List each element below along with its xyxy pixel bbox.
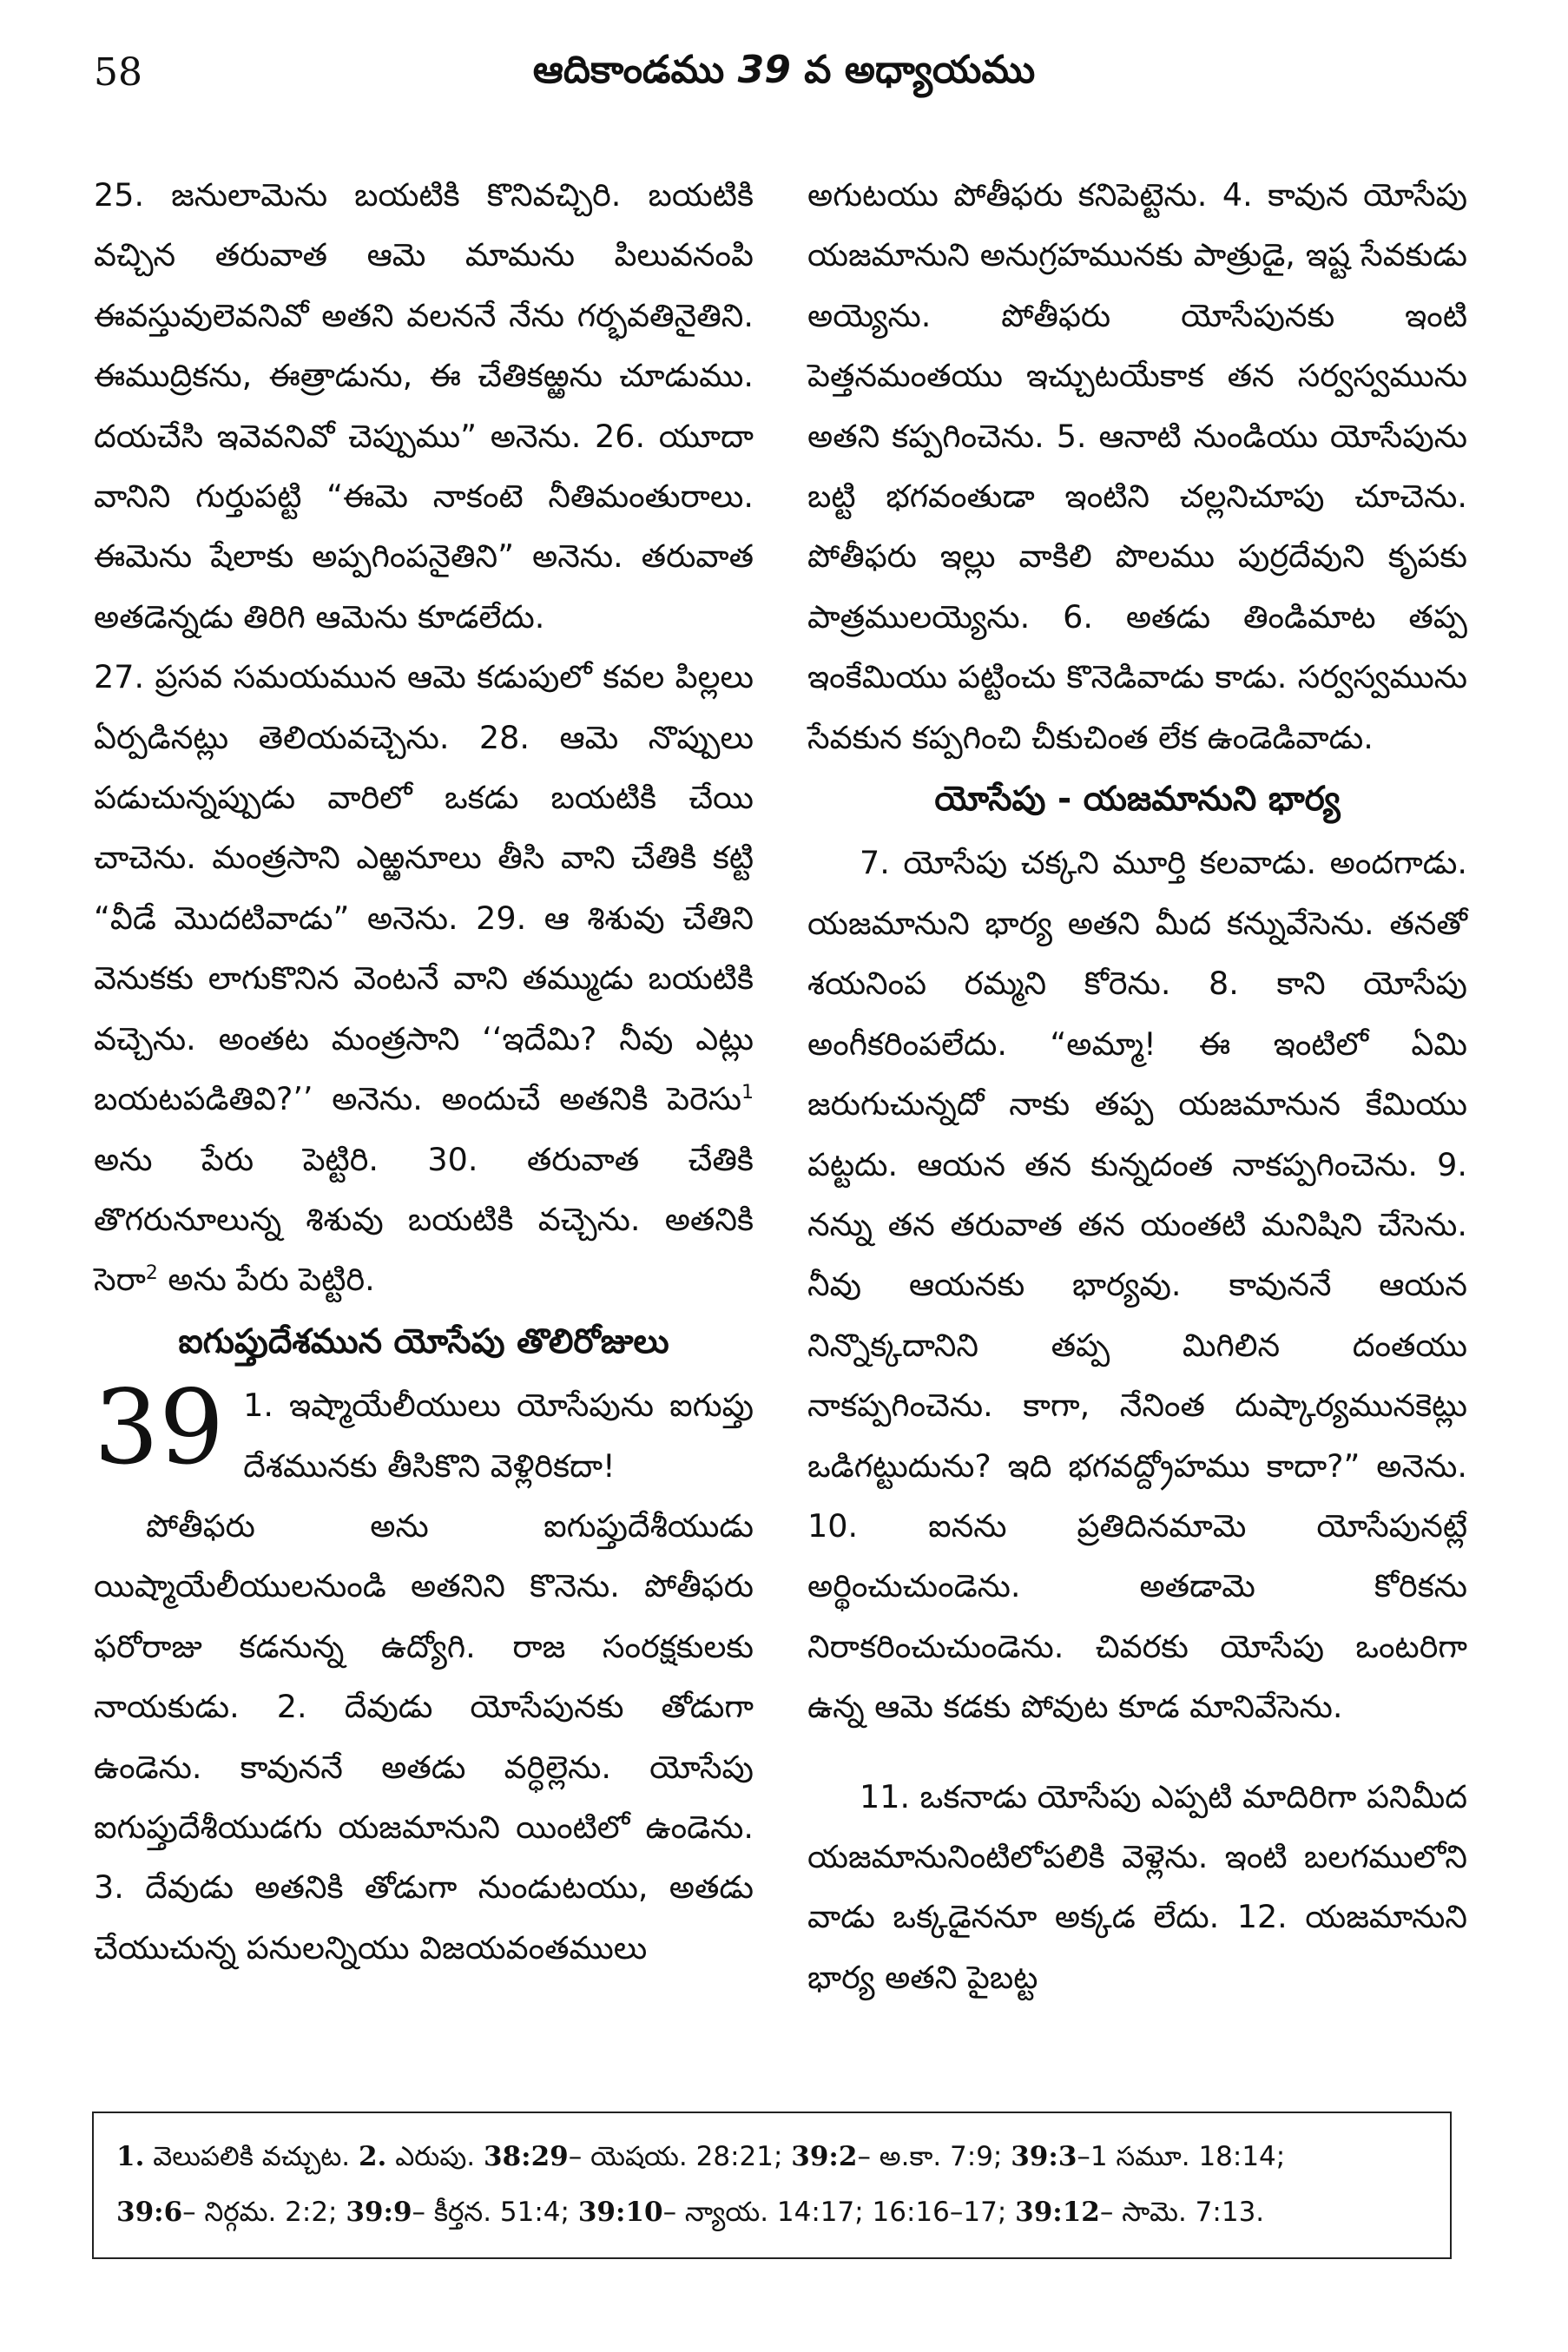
right-column bbox=[807, 165, 1467, 2007]
cross-ref: 38:29 bbox=[484, 2141, 569, 2172]
text-run: అను పేరు పెట్టిరి. bbox=[157, 1261, 375, 1299]
footnote-text: – న్యాయ. 14:17; 16:16–17; bbox=[662, 2197, 1016, 2228]
paragraph: 11. ఒకనాడు యోసేపు ఎప్పటి మాదిరిగా పనిమీద యజమానునింటిలోపలికి వెళ్లెను. ఇంటి బలగములోని వాడు ఒక్కడైననూ అక్కడ లేదు. 12. యజమానుని భార్య అతని పైబట్ట bbox=[807, 1777, 1467, 1996]
section-heading: యోసేపు - యజమానుని భార్య bbox=[934, 780, 1341, 820]
footnote-number: 1. bbox=[116, 2141, 145, 2172]
footnote-marker: 2 bbox=[145, 1262, 158, 1285]
footnote-text: – అ.కా. 7:9; bbox=[857, 2141, 1011, 2172]
paragraph: అగుటయు పోతీఫరు కనిపెట్టెను. 4. కావున యోసేపు యజమానుని అనుగ్రహమునకు పాత్రుడై, ఇష్ట సేవకుడు అయ్యెను. పోతీఫరు యోసేపునకు ఇంటి పెత్తనమంతయు ఇచ్చుటయేకాక తన సర్వస్వమును అతని కప్పగించెను. 5. ఆనాటి నుండియు యోసేపును బట్టి భగవంతుడా ఇంటిని చల్లనిచూపు చూచెను. పోతీఫరు ఇల్లు వాకిలి పొలము పుర్రదేవుని కృపకు పాత్రములయ్యెను. 6. అతడు తిండిమాట తప్ప ఇంకేమియు పట్టించు కొనెడివాడు కాడు. సర్వస్వమును సేవకున కప్పగించి చీకుచింత లేక ఉండెడివాడు. bbox=[807, 176, 1467, 756]
spacer bbox=[807, 1737, 1467, 1767]
book-title: ఆదికాండము bbox=[532, 48, 725, 92]
cross-ref: 39:2 bbox=[791, 2141, 858, 2172]
footnote-line bbox=[116, 2184, 1427, 2240]
footnote-text: –1 సమూ. 18:14; bbox=[1077, 2141, 1286, 2172]
page-number: 58 bbox=[94, 50, 142, 95]
paragraph: 7. యోసేపు చక్కని మూర్తి కలవాడు. అందగాడు. యజమానుని భార్య అతని మీద కన్నువేసెను. తనతో శయనింప రమ్మని కోరెను. 8. కాని యోసేపు అంగీకరింపలేదు. “అమ్మా! ఈ ఇంటిలో ఏమి జరుగుచున్నదో నాకు తప్ప యజమానున కేమియు పట్టదు. ఆయన తన కున్నదంత నాకప్పగించెను. 9. నన్ను తన తరువాత తన యంతటి మనిషిని చేసెను. నీవు ఆయనకు భార్యవు. కావుననే ఆయన నిన్నొక్కదానిని తప్ప మిగిలిన దంతయు నాకప్పగించెను. కాగా, నేనింత దుష్కార్యమునకెట్లు ఒడిగట్టుదును? ఇది భగవద్ద్రోహము కాదా?” అనెను. 10. ఐనను ప్రతిదినమామె యోసేపునట్లే అర్థించుచుండెను. అతడామె కోరికను నిరాకరించుచుండెను. చివరకు యోసేపు ఒంటరిగా ఉన్న ఆమె కడకు పోవుట కూడ మానివేసెను. bbox=[807, 844, 1467, 1726]
section-heading: ఐగుప్తుదేశమున యోసేపు తొలిరోజులు bbox=[178, 1321, 669, 1361]
chapter-drop-number: 39 bbox=[94, 1367, 225, 1488]
footnote-text: ఎరుపు. bbox=[386, 2141, 484, 2172]
chapter-ref-number: 39 bbox=[737, 48, 791, 92]
footnote-text: – సామె. 7:13. bbox=[1099, 2197, 1265, 2228]
paragraph: 25. జనులామెను బయటికి కొనివచ్చిరి. బయటికి వచ్చిన తరువాత ఆమె మామను పిలువనంపి ఈవస్తువులెవనివో అతని వలననే నేను గర్భవతినైతిని. ఈముద్రికను, ఈత్రాడును, ఈ చేతికఱ్ఱను చూడుము. దయచేసి ఇవెవనివో చెప్పుము” అనెను. 26. యూదా వానిని గుర్తుపట్టి “ఈమె నాకంటె నీతిమంతురాలు. ఈమెను షేలాకు అప్పగింపనైతిని” అనెను. తరువాత అతడెన్నడు తిరిగి ఆమెను కూడలేదు. bbox=[94, 176, 754, 636]
footnote-number: 2. bbox=[358, 2141, 387, 2172]
footnote-text: – కీర్తన. 51:4; bbox=[412, 2197, 578, 2228]
cross-ref: 39:10 bbox=[577, 2197, 663, 2228]
cross-ref: 39:9 bbox=[346, 2197, 412, 2228]
cross-ref: 39:6 bbox=[116, 2197, 183, 2228]
text-run: 27. ప్రసవ సమయమున ఆమె కడుపులో కవల పిల్లలు ఏర్పడినట్లు తెలియవచ్చెను. 28. ఆమె నొప్పులు పడుచున్నప్పుడు వారిలో ఒకడు బయటికి చేయి చాచెను. మంత్రసాని ఎఱ్ఱనూలు తీసి వాని చేతికి కట్టి “వీడే మొదటివాడు” అనెను. 29. ఆ శిశువు చేతిని వెనుకకు లాగుకొనిన వెంటనే వాని తమ్ముడు బయటికి వచ్చెను. అంతట మంత్రసాని ‘‘ఇదేమి? నీవు ఎట్లు బయటపడితివి?’’ అనెను. అందుచే అతనికి పెరెసు bbox=[94, 658, 754, 1118]
paragraph bbox=[94, 1367, 754, 1496]
footnote-text: వెలుపలికి వచ్చుట. bbox=[144, 2141, 359, 2172]
text-run: 1. ఇష్మాయేలీయులు యోసేపును ఐగుప్తు దేశమునకు తీసికొని వెళ్లిరికదా! bbox=[243, 1387, 754, 1485]
footnote-box bbox=[92, 2112, 1452, 2259]
footnote-line bbox=[116, 2129, 1427, 2184]
running-header bbox=[0, 48, 1568, 102]
text-run: అను పేరు పెట్టిరి. 30. తరువాత చేతికి తొగరునూలున్న శిశువు బయటికి వచ్చెను. అతనికి సెరా bbox=[94, 1140, 754, 1299]
paragraph bbox=[94, 647, 754, 1309]
footnote-text: – నిర్గమ. 2:2; bbox=[182, 2197, 346, 2228]
left-column bbox=[94, 165, 754, 1978]
chapter-word: వ అధ్యాయము bbox=[804, 48, 1036, 92]
footnote-marker: 1 bbox=[741, 1081, 754, 1104]
paragraph: పోతీఫరు అను ఐగుప్తుదేశీయుడు యిష్మాయేలీయులనుండి అతనిని కొనెను. పోతీఫరు ఫరోరాజు కడనున్న ఉద్యోగి. రాజ సంరక్షకులకు నాయకుడు. 2. దేవుడు యోసేపునకు తోడుగా ఉండెను. కావుననే అతడు వర్ధిల్లెను. యోసేపు ఐగుప్తుదేశీయుడగు యజమానుని యింటిలో ఉండెను. 3. దేవుడు అతనికి తోడుగా నుండుటయు, అతడు చేయుచున్న పనులన్నియు విజయవంతములు bbox=[94, 1506, 754, 1967]
cross-ref: 39:12 bbox=[1015, 2197, 1100, 2228]
footnote-text: – యెషయ. 28:21; bbox=[568, 2141, 792, 2172]
cross-ref: 39:3 bbox=[1011, 2141, 1077, 2172]
